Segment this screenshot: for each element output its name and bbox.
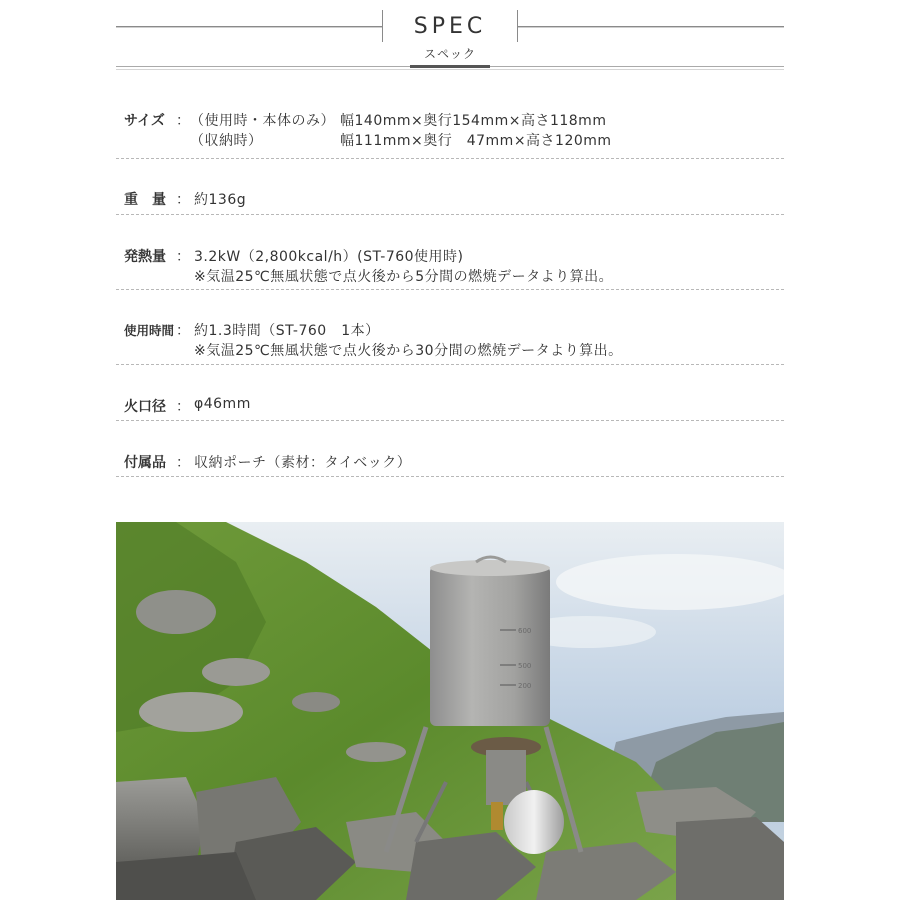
row-separator — [116, 289, 784, 290]
spec-label-weight: 重 量 — [124, 192, 166, 208]
spec-label-burner: 火口径 — [124, 399, 166, 415]
header-rule-left — [116, 26, 382, 28]
spec-label-size: サイズ — [124, 113, 165, 129]
section-subtitle: スペック — [423, 47, 476, 61]
size-storage-value: 幅111mm×奥行 47mm×高さ120mm — [340, 133, 612, 149]
titanium-pot — [430, 557, 550, 726]
row-separator — [116, 420, 784, 421]
burn-time-note: ※気温25℃無風状態で点火後から30分間の燃焼データより算出。 — [194, 343, 623, 359]
spec-colon: ： — [176, 455, 190, 471]
header-accent-bar — [410, 65, 490, 68]
pot-marking-500: 500 — [518, 662, 532, 670]
size-storage-note: （収納時） — [190, 133, 263, 149]
burn-time-value: 約1.3時間（ST-760 1本） — [194, 323, 380, 339]
spec-label-burn-time: 使用時間 — [124, 323, 175, 338]
size-use-value: 幅140mm×奥行154mm×高さ118mm — [340, 113, 607, 129]
spec-colon: ： — [176, 399, 190, 415]
header-underline-shadow — [116, 69, 784, 70]
accessory-value: 収納ポーチ（素材：タイベック） — [194, 455, 412, 471]
heat-note: ※気温25℃無風状態で点火後から5分間の燃焼データより算出。 — [194, 269, 614, 285]
burner-value: φ46mm — [194, 396, 251, 412]
row-separator — [116, 214, 784, 215]
spec-label-heat: 発熱量 — [124, 249, 166, 265]
spec-label-accessory: 付属品 — [124, 455, 166, 471]
spec-colon: ： — [176, 113, 190, 129]
pot-marking-200: 200 — [518, 682, 532, 690]
spec-colon: ： — [176, 192, 190, 208]
row-separator — [116, 158, 784, 159]
section-title: SPEC — [413, 14, 487, 39]
camping-stove-with-pot-photo — [116, 522, 784, 900]
spec-colon: ： — [176, 323, 190, 339]
size-use-note: （使用時・本体のみ） — [190, 113, 335, 129]
row-separator — [116, 476, 784, 477]
heat-value: 3.2kW（2,800kcal/h）(ST-760使用時) — [194, 249, 464, 265]
product-photo — [116, 522, 784, 900]
spec-colon: ： — [176, 249, 190, 265]
gas-canister — [504, 790, 564, 854]
pot-marking-600: 600 — [518, 627, 532, 635]
header-rule-right — [518, 26, 784, 28]
weight-value: 約136g — [194, 192, 247, 208]
row-separator — [116, 364, 784, 365]
